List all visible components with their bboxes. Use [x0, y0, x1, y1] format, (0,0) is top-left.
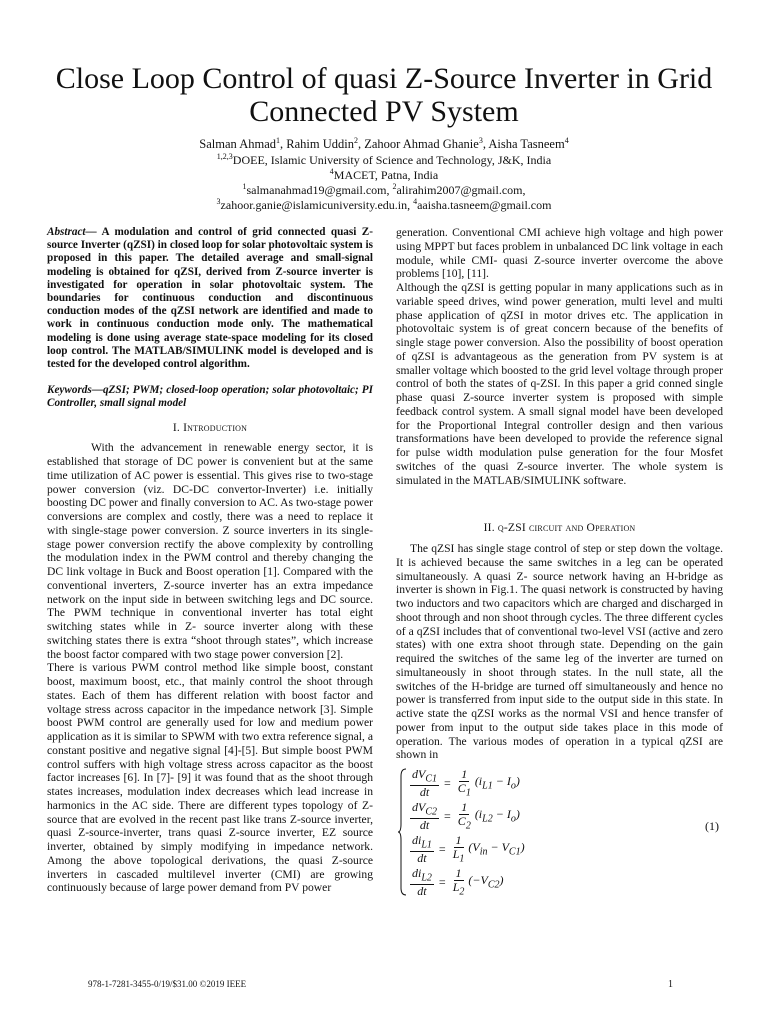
- email-text: zahoor.ganie@islamicuniversity.edu.in,: [220, 198, 414, 212]
- paper-title: Close Loop Control of quasi Z-Source Inverter in Grid Connected PV System: [55, 62, 713, 128]
- affiliation-text: DOEE, Islamic University of Science and Technology, J&K, India: [232, 153, 552, 167]
- equation-number: (1): [705, 819, 719, 833]
- equation-row: [408, 768, 520, 799]
- equation-rhs: $(i_{L2} - I_o)$: [474, 806, 520, 825]
- author-list: Salman Ahmad$^1$, Rahim Uddin$^2$, Zahoor Ahmad Ghanie$^3$, Aisha Tasneem$^4$: [199, 135, 569, 151]
- keywords-label: Keywords—: [47, 384, 103, 397]
- abstract-label: Abstract—: [47, 226, 97, 238]
- coefficient-fraction: $\frac{1}{C_2}$: [457, 800, 471, 832]
- author-name: Rahim Uddin: [286, 137, 354, 151]
- page-number: 1: [668, 979, 673, 990]
- right-column: [396, 226, 723, 898]
- equals-sign: =: [444, 775, 451, 790]
- equation-row: [408, 801, 520, 832]
- derivative-fraction: $\frac{dV_{C1}}{dt}$: [412, 767, 438, 800]
- left-brace: [398, 768, 408, 896]
- email-superscript: 3: [216, 197, 221, 206]
- author-name: Zahoor Ahmad Ghanie: [364, 137, 479, 151]
- author-name: Salman Ahmad: [199, 137, 277, 151]
- author-name: Aisha Tasneem: [488, 137, 565, 151]
- equation-row: [408, 834, 525, 865]
- derivative-fraction: $\frac{di_{L2}}{dt}$: [412, 866, 432, 899]
- affiliation-text: MACET, Patna, India: [333, 168, 439, 182]
- coefficient-fraction: $\frac{1}{L_1}$: [452, 833, 465, 865]
- body-paragraph: Although the qZSI is getting popular in many applications such as in variable speed drives, wind power generation, multi level and multi phase application of qZSI in motor drives etc. The application in photovoltaic system is of great concern because of the benefits of single stage power conversion. Also the possibility of boost operation of qZSI is advantageous as the generation from PV system is at smaller voltage which boosted to the grid level voltage through proper control of both the states of q-ZSI. In this paper a grid conned single phase quasi Z-source inverter system is proposed with simple feedback control system. A small signal model have been developed for the Proportional Integral controller design and then various transformations have been developed to provide the reference signal for pulse width modulation pulse generation for the four Mosfet switches of the quasi Z-source inverter. The whole system is simulated in the MATLAB/SIMULINK software.: [396, 281, 723, 487]
- coefficient-fraction: $\frac{1}{L_2}$: [452, 866, 465, 898]
- body-paragraph: generation. Conventional CMI achieve high voltage and high power using MPPT but faces problem in unbalanced DC link voltage in each module, while CMI- quasi Z-source inverter overcome the above problems [10], [11].: [396, 226, 723, 281]
- affiliation-superscript: 4: [329, 167, 334, 176]
- email-text: salmanahmad19@gmail.com,: [246, 183, 393, 197]
- keywords: [47, 384, 373, 410]
- abstract-text: A modulation and control of grid connected quasi Z-source Inverter (qZSI) in closed loop for solar photovoltaic system is proposed in this paper. The detailed average and small-signal modeling is obtained for qZSI, derived from Z-source inverter is investigated for operation in solar photovoltaic system. The boundaries for continuous conduction and discontinuous conduction modes of the qZSI network are identified and made to work in continuous conduction mode only. The mathematical modeling is done using average state-space modeling for its closed loop control. The MATLAB/SIMULINK model is developed and is tested for the developed control algorithm.: [47, 226, 373, 371]
- body-paragraph: With the advancement in renewable energy sector, it is established that storage of DC power is convenient but at the same time utilization of AC power is essential. This gives rise to two-stage power conversion (viz. DC-DC convertor-Inverter) i.e. initially boosting DC power and finally conversion to AC. As two-stage power conversions are complex and costly, there was a need to replace it with single-stage power conversion. Z source inverters in its single-stage power conversion rectify the above complexity by controlling the modulation index in the PWM control and thereby changing the DC link voltage in Buck and Boost operation [1]. Compared with the conventional inverters, Z-source inverter has an extra impedance network on the input side in between switching legs and DC source. The PWM technique in conventional inverter has total eight switching states while in Z- source inverter along with these switching states there is extra “shoot through states”, which increase the boost factor compared with two stage power conversion [2].: [47, 441, 373, 661]
- equals-sign: =: [438, 841, 446, 856]
- author-superscript: 2: [354, 135, 358, 145]
- abstract: [47, 226, 373, 371]
- keywords-text: qZSI; PWM; closed-loop operation; solar photovoltaic; PI Controller, small signal model: [47, 384, 373, 410]
- email-text: aaisha.tasneem@gmail.com: [417, 198, 552, 212]
- body-paragraph: There is various PWM control method like simple boost, constant boost, maximum boost, etc., that mainly control the shoot through states. Each of them has different relation with boost factor and voltage stress across capacitor in the impedance network [3]. Simple boost PWM control are generally used for low and medium power application as it is similar to SPWM with two extra reference signal, a constant positive and negative signal [4]-[5]. But simple boost PWM control suffers with high voltage stress across capacitor as the boost factor increases [6]. In [7]- [9] it was found that as the shoot through states increases, modulation index decreases which lead increase in harmonics in the AC side. There are different types topology of Z-source that are evolved in the recent past like trans Z-source inverter, quasi Z-source-inverter, trans quasi Z-source inverter, EZ source inverter, obtained by simply modifying in impedance network. Among the above topological derivations, the quasi Z-source inverters in cascaded multilevel inverter (CMI) are growing continuously because of large power demand from PV power: [47, 661, 373, 895]
- email-line: [40, 183, 728, 198]
- email-superscript: 2: [392, 182, 397, 191]
- body-paragraph: The qZSI has single stage control of step or step down the voltage. It is achieved because the same switches in a leg can be operated simultaneously. A quasi Z- source network having an H-bridge as inverter is shown in Fig.1. The quasi network is constructed by having two inductors and two capacitors which are charged and discharged in shoot through and non shoot through cycles. The three different cycles of a qZSI includes that of conventional two-level VSI (active and zero states) with one extra shoot through state. Depending on the gain required the switches of the same leg of the inverter are turned on simultaneously in shoot through states. In the null state, all the switches of the H-bridge are turned off simultaneously and hence no power is transferred from input side to the output side in this state. In active state the qZSI works as the normal VSI and hence transfer of power from input to the output side takes place in this mode of operation. The various modes of operation in a typical qZSI are shown in: [396, 542, 724, 762]
- section-heading: II. q-ZSI circuit and Operation: [483, 521, 636, 535]
- section-heading: I. Introduction: [172, 420, 248, 434]
- derivative-fraction: $\frac{dV_{C2}}{dt}$: [412, 800, 438, 833]
- author-superscript: 1: [276, 135, 281, 145]
- affiliation-line: [40, 168, 728, 183]
- affiliation-line: [40, 153, 728, 168]
- affiliation-superscript: 1,2,3: [216, 152, 233, 161]
- email-line: [40, 198, 728, 213]
- email-superscript: 1: [242, 182, 247, 191]
- equation-rhs: $(V_{in} - V_{C1})$: [468, 839, 525, 858]
- equation-rhs: $(i_{L1} - I_o)$: [474, 773, 520, 792]
- derivative-fraction: $\frac{di_{L1}}{dt}$: [412, 833, 432, 866]
- left-column: [47, 226, 373, 895]
- state-equations: [396, 768, 723, 898]
- equation-rhs: $(-V_{C2})$: [468, 872, 504, 891]
- equals-sign: =: [438, 874, 446, 889]
- email-superscript: 4: [413, 197, 418, 206]
- footer-copyright: 978-1-7281-3455-0/19/$31.00 ©2019 IEEE: [88, 979, 247, 989]
- equation-row: [408, 867, 503, 898]
- equals-sign: =: [444, 808, 451, 823]
- coefficient-fraction: $\frac{1}{C_1}$: [457, 767, 471, 799]
- email-text: alirahim2007@gmail.com,: [396, 183, 526, 197]
- author-superscript: 4: [564, 135, 569, 145]
- author-superscript: 3: [478, 135, 483, 145]
